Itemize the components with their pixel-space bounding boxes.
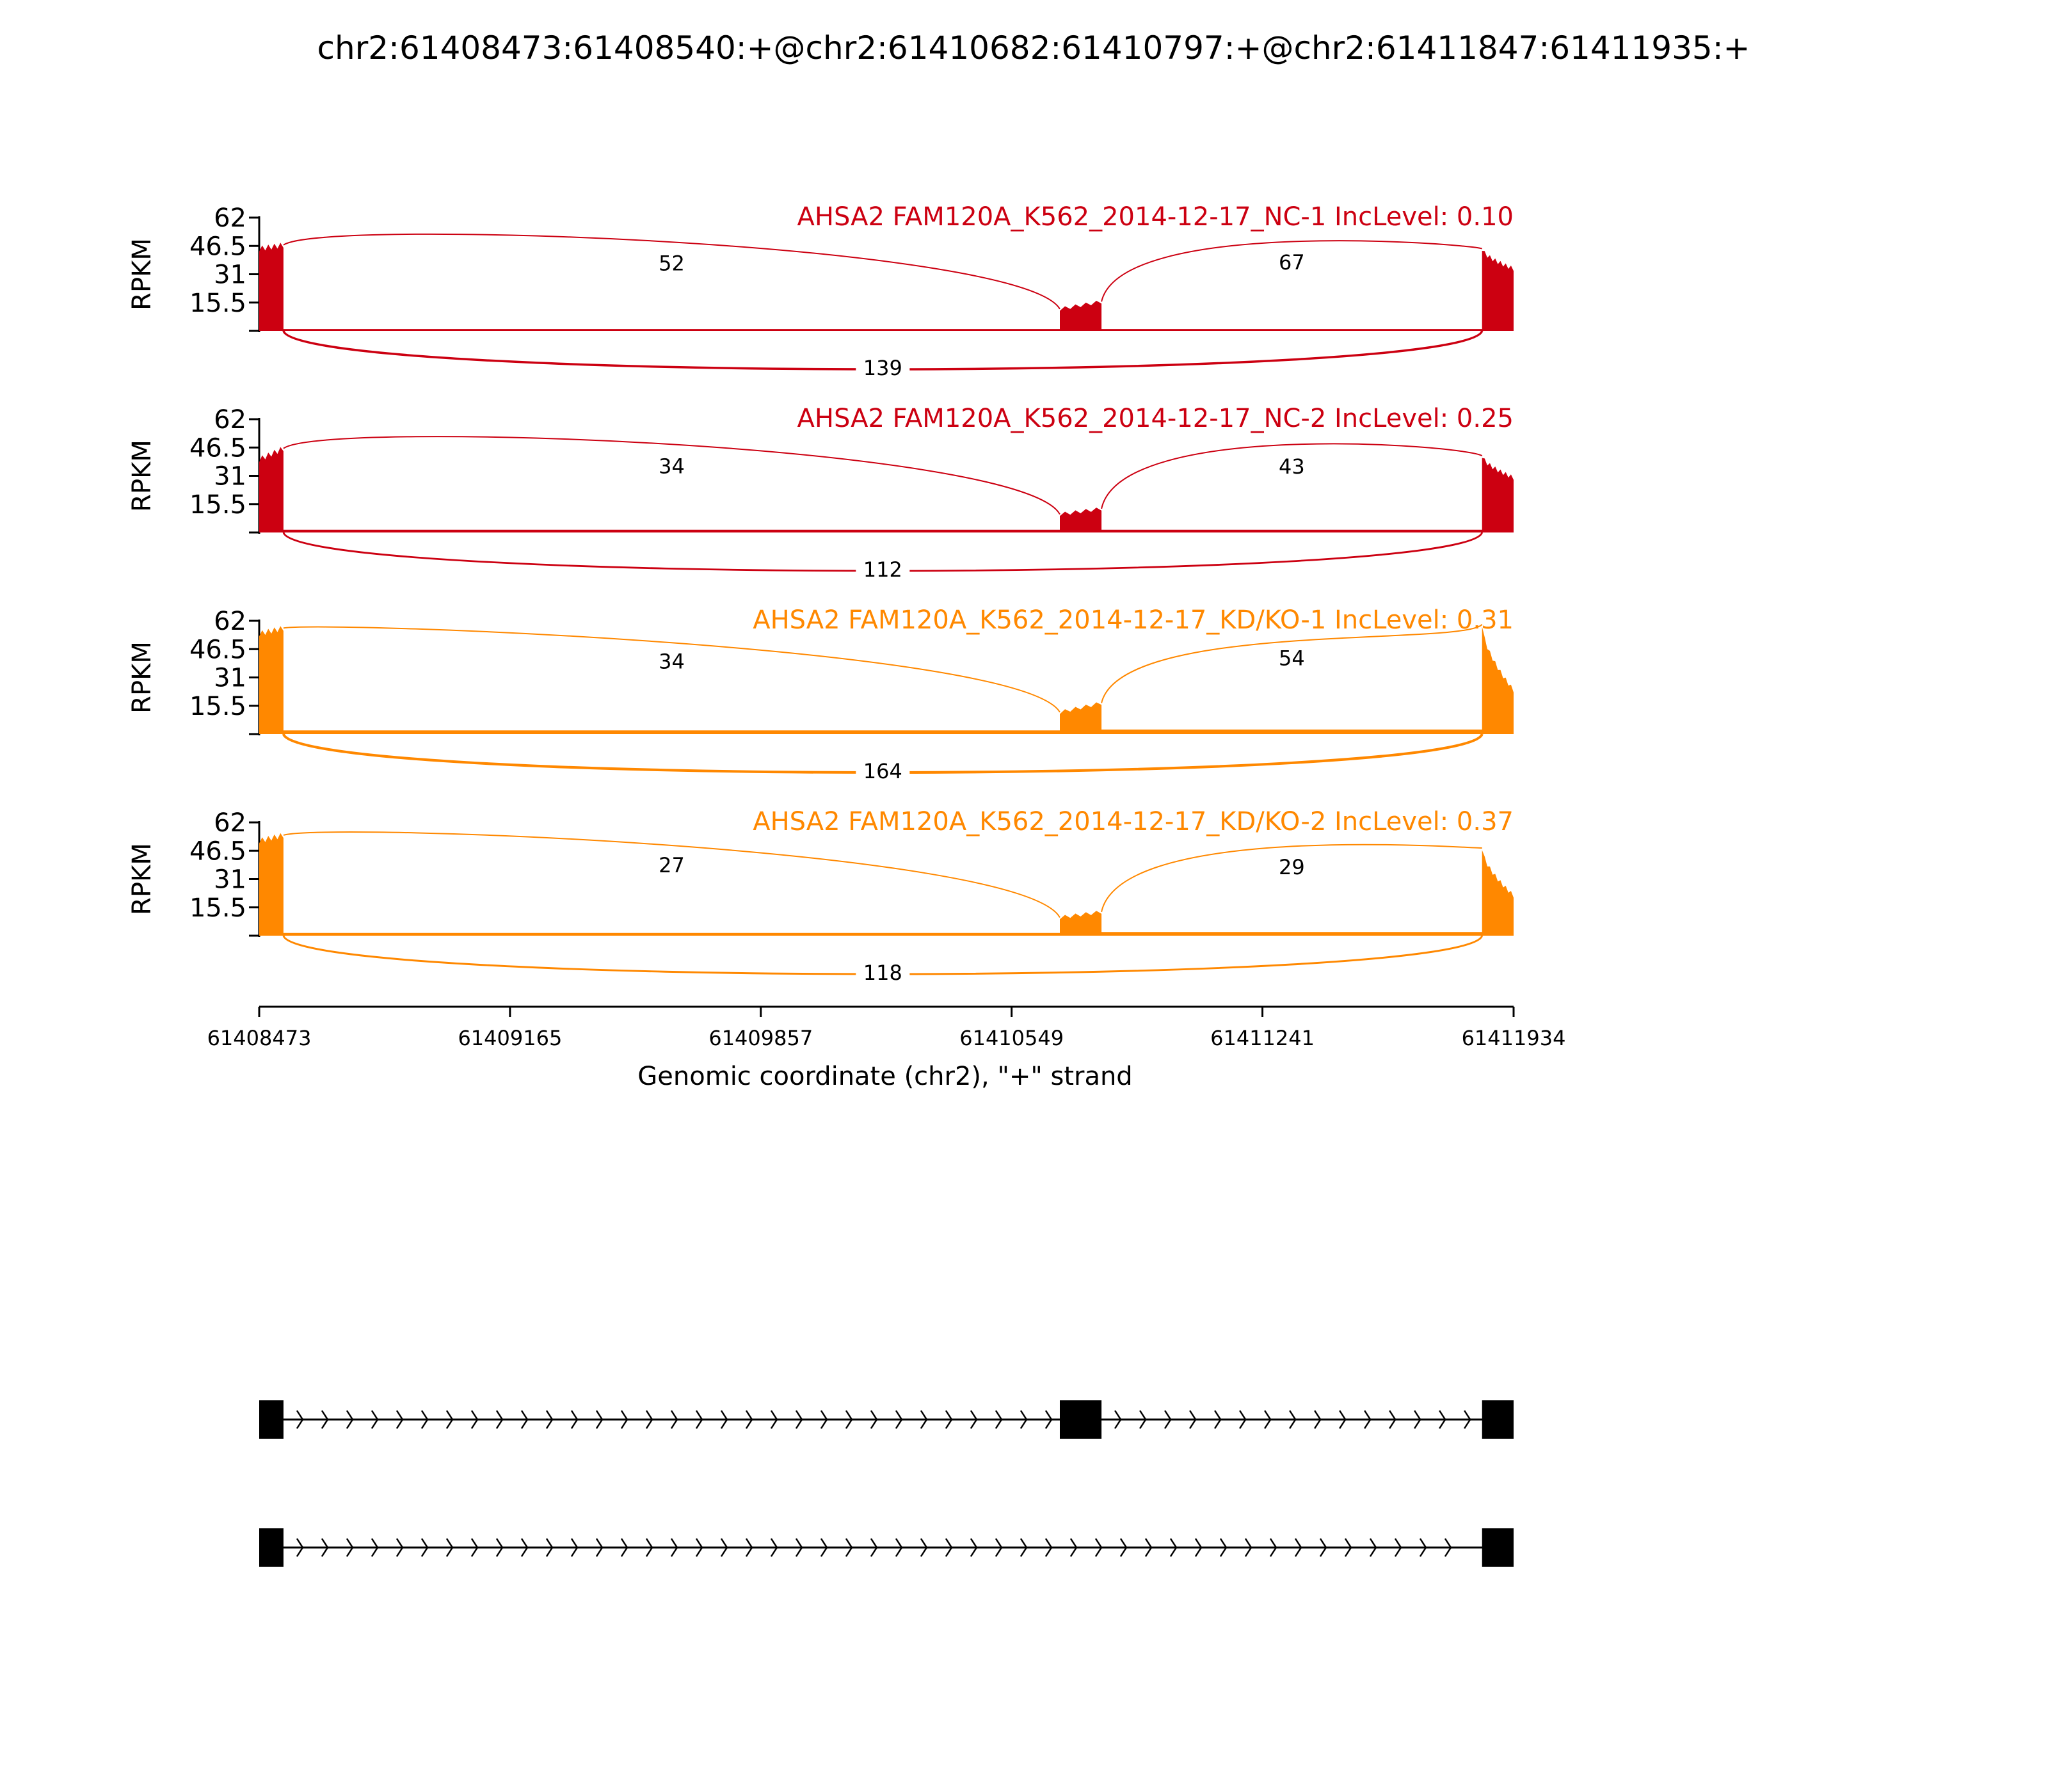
isoform-2 [259,1528,1514,1567]
y-tick-label: 62 [214,808,246,838]
exon-block [259,1400,284,1439]
junction-read-count: 52 [659,251,685,276]
coverage-area [259,833,1514,936]
coverage-panel-4 [127,807,1514,986]
junction-read-count: 27 [659,853,685,878]
exon-block [259,1528,284,1567]
exon-block [1482,1528,1514,1567]
y-tick-label: 31 [214,663,246,693]
sample-label: AHSA2 FAM120A_K562_2014-12-17_NC-1 IncLevel: 0.10 [797,202,1514,232]
x-axis-label: Genomic coordinate (chr2), "+" strand [637,1062,1133,1091]
y-tick-label: 62 [214,204,246,233]
x-tick-label: 61409857 [708,1026,813,1050]
sample-label: AHSA2 FAM120A_K562_2014-12-17_KD/KO-1 IncLevel: 0.31 [753,605,1514,635]
exon-block [1482,1400,1514,1439]
junction-read-count: 43 [1279,454,1305,479]
y-tick-label: 15.5 [189,893,246,923]
x-axis [207,1007,1566,1050]
exon-block [1060,1400,1101,1439]
x-tick-label: 61411934 [1461,1026,1566,1050]
isoform-1 [259,1400,1514,1439]
x-tick-label: 61410549 [959,1026,1064,1050]
junction-read-count: 29 [1279,854,1305,879]
isoform-track [259,1400,1514,1567]
junction-read-count: 34 [659,454,685,479]
y-tick-label: 31 [214,260,246,290]
coverage-area [259,626,1514,734]
coverage-panel-2 [127,404,1514,582]
x-tick-label: 61408473 [207,1026,312,1050]
coverage-area [259,243,1514,331]
x-tick-label: 61409165 [458,1026,563,1050]
y-axis-label: RPKM [127,238,157,310]
y-tick-label: 62 [214,405,246,435]
junction-read-count: 67 [1279,250,1305,275]
junction-read-count: 118 [863,961,902,985]
junction-read-count: 112 [863,557,902,582]
junction-read-count: 34 [659,649,685,674]
y-tick-label: 46.5 [189,433,246,463]
sample-label: AHSA2 FAM120A_K562_2014-12-17_KD/KO-2 IncLevel: 0.37 [753,807,1514,836]
y-tick-label: 31 [214,865,246,895]
coverage-panel-1 [127,202,1514,381]
y-tick-label: 15.5 [189,691,246,721]
sample-label: AHSA2 FAM120A_K562_2014-12-17_NC-2 IncLevel: 0.25 [797,404,1514,433]
coverage-area [259,447,1514,533]
x-tick-label: 61411241 [1210,1026,1315,1050]
coverage-panel-3 [127,605,1514,784]
y-tick-label: 46.5 [189,232,246,262]
y-axis-label: RPKM [127,843,157,915]
junction-read-count: 164 [863,759,902,783]
y-tick-label: 46.5 [189,836,246,867]
y-tick-label: 62 [214,607,246,636]
junction-read-count: 139 [863,356,902,380]
y-tick-label: 46.5 [189,635,246,665]
y-tick-label: 15.5 [189,288,246,318]
chart-title: chr2:61408473:61408540:+@chr2:61410682:61410797:+@chr2:61411847:61411935:+ [317,29,1750,67]
y-tick-label: 15.5 [189,490,246,520]
coverage-panels [127,202,1514,986]
y-axis-label: RPKM [127,440,157,512]
junction-read-count: 54 [1279,646,1305,671]
y-axis-label: RPKM [127,641,157,714]
y-tick-label: 31 [214,461,246,492]
